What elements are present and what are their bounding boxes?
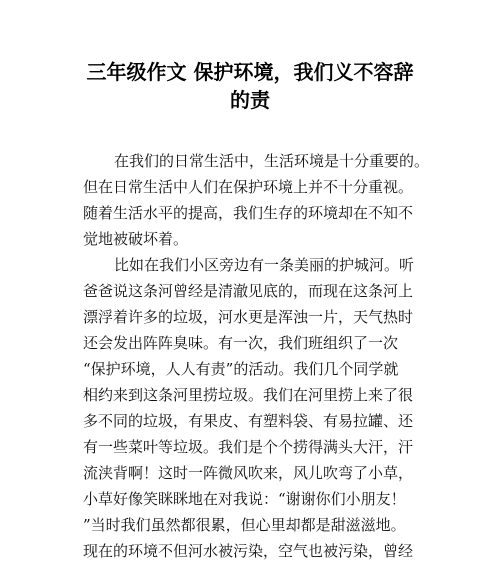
text-line: 觉地被破坏着。 — [83, 230, 189, 248]
text-line: “保护环境，人人有责”的活动。我们几个同学就 — [83, 360, 399, 378]
text-line: 但在日常生活中人们在保护环境上并不十分重视。 — [83, 178, 414, 196]
document-body — [83, 148, 435, 564]
text-line: 相约来到这条河里捞垃圾。我们在河里捞上来了很 — [83, 386, 414, 404]
text-line: 比如在我们小区旁边有一条美丽的护城河。听 — [114, 256, 415, 274]
paragraph-1 — [83, 148, 435, 252]
document-title — [60, 58, 440, 114]
text-line: 还会发出阵阵臭味。有一次，我们班组织了一次 — [83, 334, 399, 352]
text-line: 随着生活水平的提高，我们生存的环境却在不知不 — [83, 204, 414, 222]
text-line: 现在的环境不但河水被污染，空气也被污染，曾经 — [83, 542, 414, 560]
text-line: 漂浮着许多的垃圾，河水更是浑浊一片，天气热时 — [83, 308, 414, 326]
text-line: 在我们的日常生活中，生活环境是十分重要的。 — [114, 152, 430, 170]
text-line: 小草好像笑眯眯地在对我说：“谢谢你们小朋友！ — [83, 490, 406, 508]
text-line: 爸爸说这条河曾经是清澈见底的，而现在这条河上 — [83, 282, 414, 300]
title-line-1: 三年级作文 保护环境，我们义不容辞 — [86, 60, 414, 84]
text-line: 多不同的垃圾，有果皮、有塑料袋、有易拉罐、还 — [83, 412, 414, 430]
title-line-2: 的责 — [230, 88, 270, 112]
text-line: 流浃背啊！这时一阵微风吹来，风儿吹弯了小草， — [83, 464, 414, 482]
text-line: ”当时我们虽然都很累，但心里却都是甜滋滋地。 — [83, 516, 406, 534]
text-line: 有一些菜叶等垃圾。我们是个个捞得满头大汗，汗 — [83, 438, 414, 456]
paragraph-2 — [83, 252, 435, 564]
